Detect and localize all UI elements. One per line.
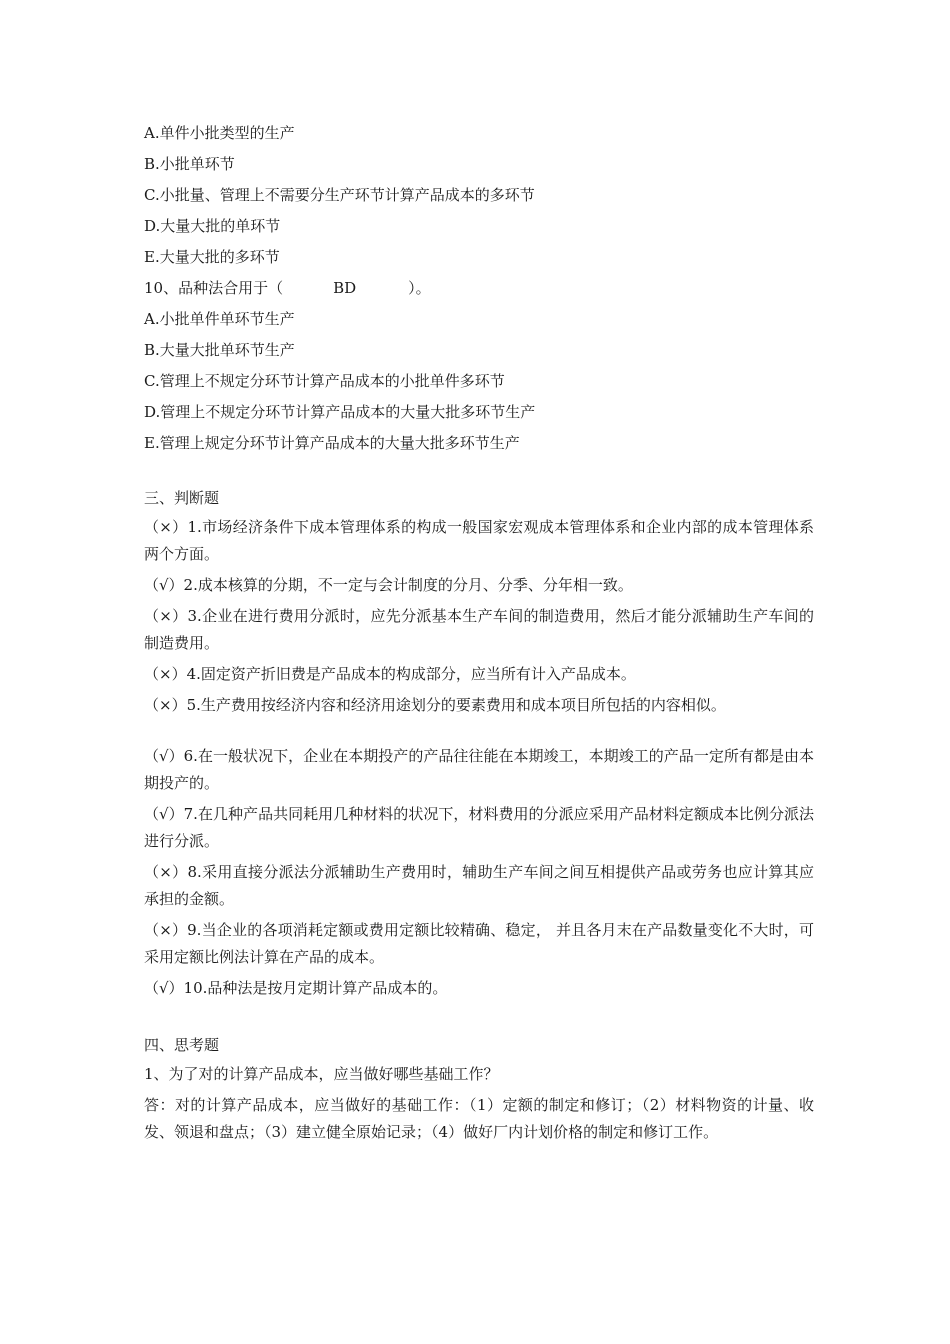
judgment-item: （×）5.生产费用按经济内容和经济用途划分的要素费用和成本项目所包括的内容相似。 [144, 696, 726, 714]
judgment-item: （√）10.品种法是按月定期计算产品成本的。 [144, 979, 448, 997]
option-d: D.管理上不规定分环节计算产品成本的大量大批多环节生产 [144, 403, 536, 421]
option-c: C.小批量、管理上不需要分生产环节计算产品成本的多环节 [144, 186, 535, 204]
judgment-item: （×）3.企业在进行费用分派时，应先分派基本生产车间的制造费用，然后才能分派辅助生产车间的制造费用。 [144, 607, 814, 652]
judgment-item: （×）1.市场经济条件下成本管理体系的构成一般国家宏观成本管理体系和企业内部的成本管理体系两个方面。 [144, 518, 814, 563]
option-b: B.小批单环节 [144, 155, 235, 173]
judgment-section [144, 483, 814, 1002]
option-d: D.大量大批的单环节 [144, 217, 281, 235]
question-10-answer: BD [333, 279, 357, 297]
question-10 [144, 273, 814, 459]
question-10-text: 10、品种法合用于（ [144, 279, 284, 297]
thinking-section [144, 1030, 814, 1146]
option-e: E.大量大批的多环节 [144, 248, 280, 266]
judgment-item: （√）2.成本核算的分期，不一定与会计制度的分月、分季、分年相一致。 [144, 576, 633, 594]
section-title: 三、判断题 [144, 489, 220, 507]
judgment-item: （×）9.当企业的各项消耗定额或费用定额比较精确、稳定， 并且各月末在产品数量变化不大时，可采用定额比例法计算在产品的成本。 [144, 921, 814, 966]
thinking-answer: 答：对的计算产品成本，应当做好的基础工作：（1）定额的制定和修订；（2）材料物资的计量、收发、领退和盘点；（3）建立健全原始记录；（4）做好厂内计划价格的制定和修订工作。 [144, 1096, 814, 1141]
option-e: E.管理上规定分环节计算产品成本的大量大批多环节生产 [144, 434, 520, 452]
judgment-item: （×）8.采用直接分派法分派辅助生产费用时，辅助生产车间之间互相提供产品或劳务也应计算其应承担的金额。 [144, 863, 814, 908]
option-a: A.单件小批类型的生产 [144, 124, 295, 142]
section-title: 四、思考题 [144, 1036, 220, 1054]
thinking-question: 1、为了对的计算产品成本，应当做好哪些基础工作？ [144, 1065, 499, 1083]
option-c: C.管理上不规定分环节计算产品成本的小批单件多环节 [144, 372, 505, 390]
question-10-end: ）。 [408, 279, 431, 297]
judgment-item: （√）6.在一般状况下，企业在本期投产的产品往往能在本期竣工，本期竣工的产品一定所有都是由本期投产的。 [144, 747, 814, 792]
judgment-item: （√）7.在几种产品共同耗用几种材料的状况下，材料费用的分派应采用产品材料定额成本比例分派法进行分派。 [144, 805, 814, 850]
document-page [144, 118, 814, 1150]
option-a: A.小批单件单环节生产 [144, 310, 295, 328]
option-b: B.大量大批单环节生产 [144, 341, 295, 359]
question-9-options [144, 118, 814, 273]
question-10-stem [144, 273, 814, 304]
judgment-item: （×）4.固定资产折旧费是产品成本的构成部分，应当所有计入产品成本。 [144, 665, 636, 683]
